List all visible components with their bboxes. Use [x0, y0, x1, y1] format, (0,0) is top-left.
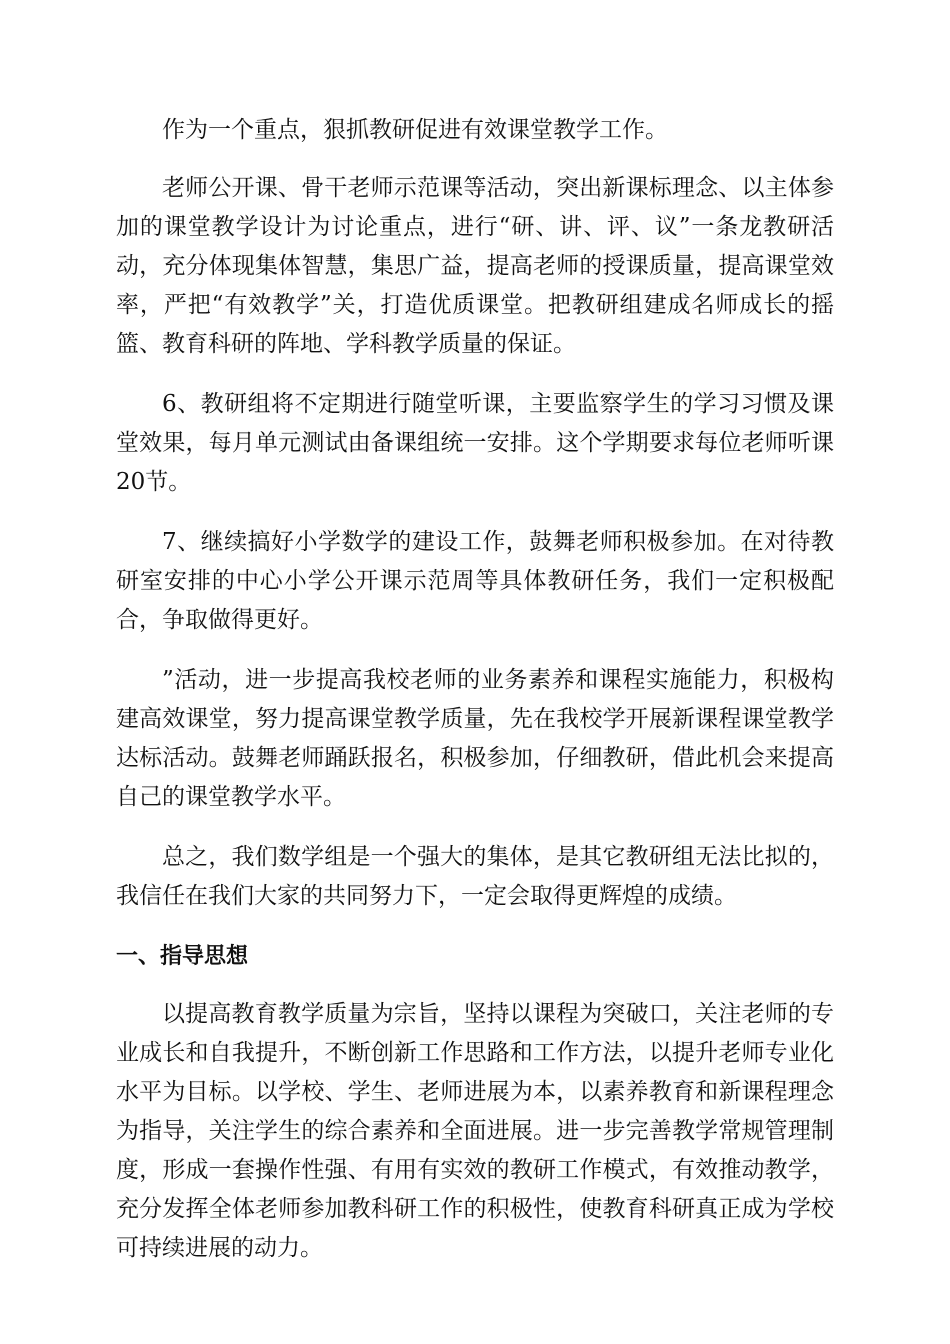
- paragraph-activity: ”活动，进一步提高我校老师的业务素养和课程实施能力，积极构建高效课堂，努力提高课堂教学质量，先在我校学开展新课程课堂教学达标活动。鼓舞老师踊跃报名，积极参加，仔细教研，借此机会来提高自己的课堂教学水平。: [116, 667, 834, 810]
- paragraph-item-7: 7、继续搞好小学数学的建设工作，鼓舞老师积极参加。在对待教研室安排的中心小学公开课示范周等具体教研任务，我们一定积极配合，争取做得更好。: [116, 529, 834, 633]
- paragraph-teaching-focus: 作为一个重点，狠抓教研促进有效课堂教学工作。: [162, 117, 668, 143]
- paragraph-item-6: 6、教研组将不定期进行随堂听课，主要监察学生的学习习惯及课堂效果，每月单元测试由备课组统一安排。这个学期要求每位老师听课20节。: [116, 391, 834, 495]
- paragraph-summary: 总之，我们数学组是一个强大的集体，是其它教研组无法比拟的，我信任在我们大家的共同努力下，一定会取得更辉煌的成绩。: [116, 844, 834, 909]
- paragraph-guiding-ideology: 以提高教育教学质量为宗旨，坚持以课程为突破口，关注老师的专业成长和自我提升，不断创新工作思路和工作方法，以提升老师专业化水平为目标。以学校、学生、老师进展为本，以素养教育和新课程理念为指导，关注学生的综合素养和全面进展。进一步完善教学常规管理制度，形成一套操作性强、有用有实效的教研工作模式，有效推动教学，充分发挥全体老师参加教科研工作的积极性，使教育科研真正成为学校可持续进展的动力。: [116, 1001, 834, 1261]
- paragraph-open-class: 老师公开课、骨干老师示范课等活动，突出新课标理念、以主体参加的课堂教学设计为讨论重点，进行“研、讲、评、议”一条龙教研活动，充分体现集体智慧，集思广益，提高老师的授课质量，提高课堂效率，严把“有效教学”关，打造优质课堂。把教研组建成名师成长的摇篮、教育科研的阵地、学科教学质量的保证。: [116, 175, 834, 357]
- section-heading-guiding-ideology: 一、指导思想: [116, 944, 249, 969]
